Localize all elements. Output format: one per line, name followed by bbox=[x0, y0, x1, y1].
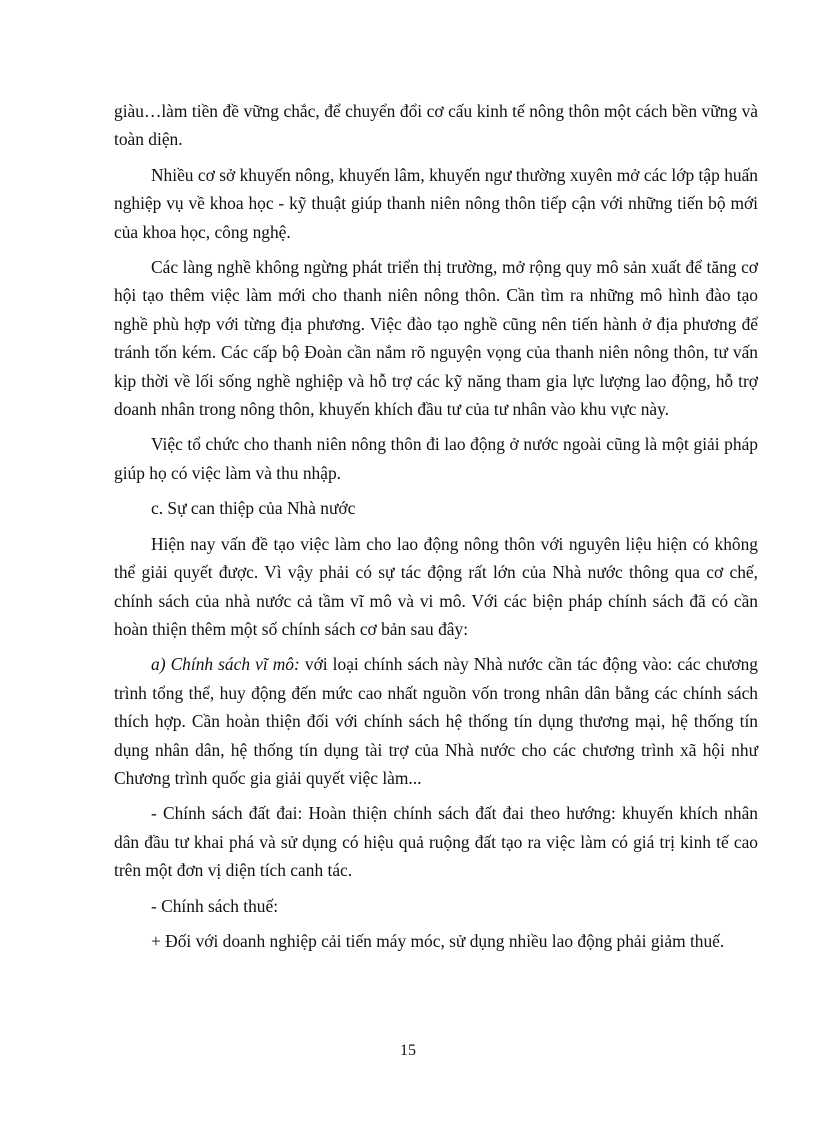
paragraph-craft-villages: Các làng nghề không ngừng phát triển thị trường, mở rộng quy mô sản xuất để tăng cơ hội tạo thêm việc làm mới cho thanh niên nông thôn. Cần tìm ra những mô hình đào tạo nghề phù hợp với từng địa phương. Việc đào tạo nghề cũng nên tiến hành ở địa phương để tránh tốn kém. Các cấp bộ Đoàn cần nắm rõ nguyện vọng của thanh niên nông thôn, tư vấn kịp thời về lối sống nghề nghiệp và hỗ trợ các kỹ năng tham gia lực lượng lao động, hỗ trợ doanh nhân trong nông thôn, khuyến khích đầu tư của tư nhân vào khu vực này. bbox=[114, 257, 758, 420]
paragraph-state-role: Hiện nay vấn đề tạo việc làm cho lao động nông thôn với nguyên liệu hiện có không thể giải quyết được. Vì vậy phải có sự tác động rất lớn của Nhà nước thông qua cơ chế, chính sách của nhà nước cả tầm vĩ mô và vi mô. Với các biện pháp chính sách đã có cần hoàn thiện thêm một số chính sách cơ bản sau đây: bbox=[114, 533, 758, 639]
paragraph-land-policy: - Chính sách đất đai: Hoàn thiện chính sách đất đai theo hướng: khuyến khích nhân dân đầu tư khai phá và sử dụng có hiệu quả ruộng đất tạo ra việc làm có giá trị kinh tế cao trên một đơn vị diện tích canh tác. bbox=[114, 803, 758, 881]
paragraph-macro-policy bbox=[114, 650, 758, 792]
paragraph-tax-policy: - Chính sách thuế: bbox=[151, 895, 279, 916]
paragraph-extension-services: Nhiều cơ sở khuyến nông, khuyến lâm, khuyến ngư thường xuyên mở các lớp tập huấn nghiệp vụ về khoa học - kỹ thuật giúp thanh niên nông thôn tiếp cận với những tiến bộ mới của khoa học, công nghệ. bbox=[114, 164, 758, 242]
macro-policy-text: với loại chính sách này Nhà nước cần tác động vào: các chương trình tổng thể, huy động đến mức cao nhất nguồn vốn trong nhân dân bằng các chính sách thích hợp. Cần hoàn thiện đối với chính sách hệ thống tín dụng thương mại, hệ thống tín dụng nhân dân, hệ thống tín dụng tài trợ của Nhà nước cho các chương trình xã hội như Chương trình quốc gia giải quyết việc làm... bbox=[114, 654, 758, 788]
macro-policy-lead: a) Chính sách vĩ mô: bbox=[151, 654, 300, 675]
paragraph-overseas-labor: Việc tổ chức cho thanh niên nông thôn đi lao động ở nước ngoài cũng là một giải pháp giúp họ có việc làm và thu nhập. bbox=[114, 434, 758, 483]
paragraph-tax-reduction: + Đối với doanh nghiệp cải tiến máy móc, sử dụng nhiều lao động phải giảm thuế. bbox=[151, 930, 725, 951]
paragraph-continuation: giàu…làm tiền đề vững chắc, để chuyển đổi cơ cấu kinh tế nông thôn một cách bền vững và toàn diện. bbox=[114, 101, 758, 150]
document-body bbox=[114, 97, 758, 962]
section-heading-state-intervention: c. Sự can thiệp của Nhà nước bbox=[151, 498, 356, 519]
page-number: 15 bbox=[400, 1042, 416, 1059]
